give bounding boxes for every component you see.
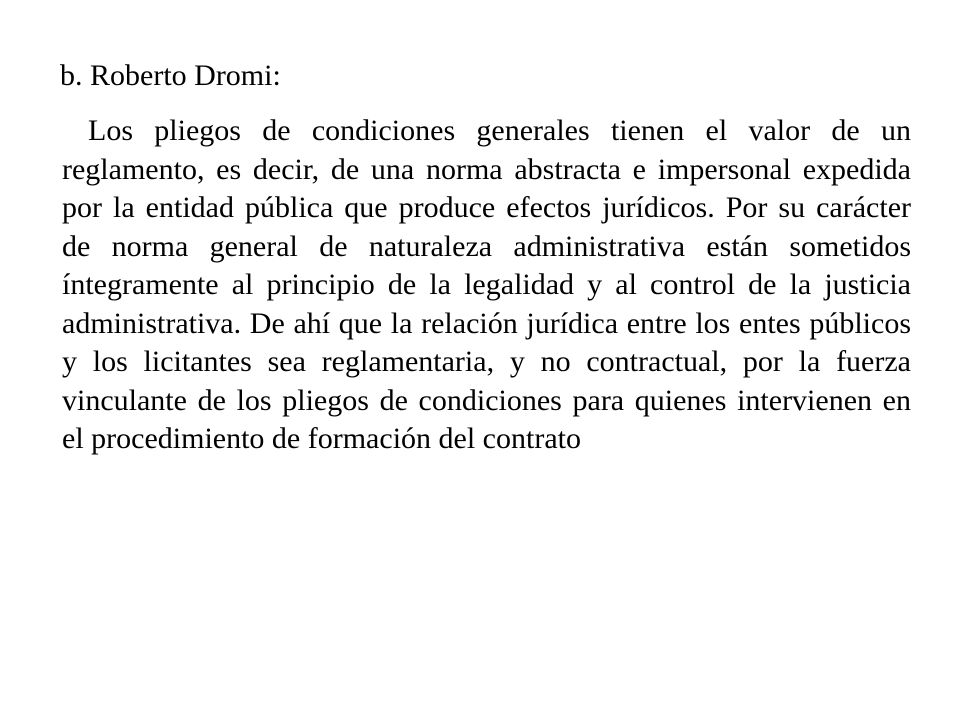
slide-heading: b. Roberto Dromi: — [60, 59, 281, 92]
slide-body-paragraph: Los pliegos de condiciones generales tienen el valor de un reglamento, es decir, de una norma abstracta e impersonal expedida por la entidad pública que produce efectos jurídicos. Por su carácter de norma general de naturaleza administrativa están sometidos íntegramente al principio de la legalidad y al control de la justicia administrativa. De ahí que la relación jurídica entre los entes públicos y los licitantes sea reglamentaria, y no contractual, por la fuerza vinculante de los pliegos de condiciones para quienes intervienen en el procedimiento de formación del contrato — [62, 114, 911, 455]
